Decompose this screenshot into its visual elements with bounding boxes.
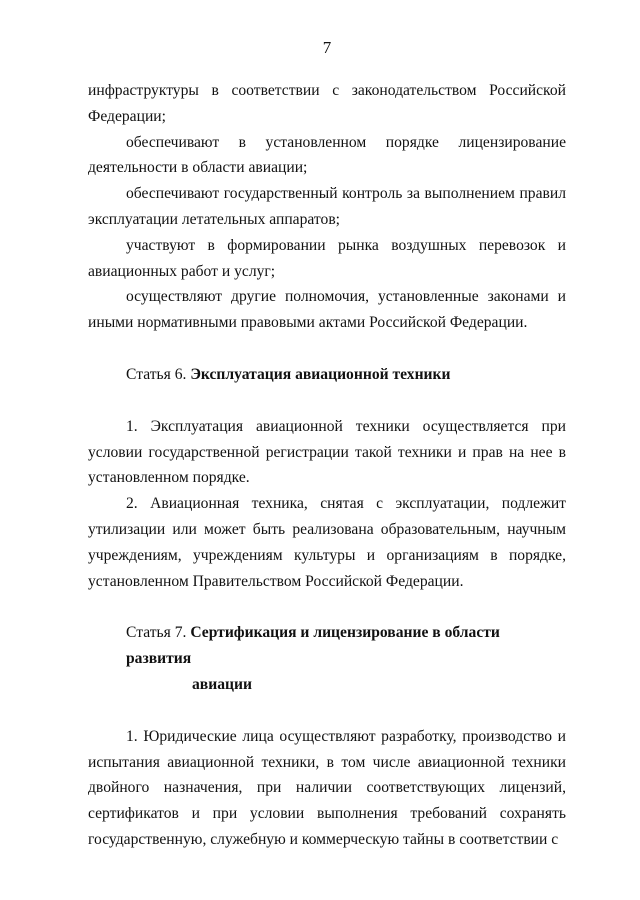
paragraph: обеспечивают государственный контроль за выполнением правил эксплуатации летательных аппаратов; bbox=[88, 185, 566, 228]
article-7-title-line-1: Сертификация и лицензирование в области развития bbox=[126, 624, 500, 668]
paragraph: участвуют в формировании рынка воздушных перевозок и авиационных работ и услуг; bbox=[88, 236, 566, 280]
paragraph: инфраструктуры в соответствии с законодательством Российской Федерации; bbox=[88, 82, 566, 125]
article-6-heading bbox=[88, 362, 566, 388]
article-7-paragraph-1: 1. Юридические лица осуществляют разработку, производство и испытания авиационной техники, в том числе авиационной техники двойного назначения, при наличии соответствующих лицензий, сертификатов и при условии выполнения требований сохранять государственную, служебную и коммерческую тайны в соответствии с bbox=[88, 727, 566, 848]
document-page bbox=[88, 0, 566, 900]
article-6-label: Статья 6. bbox=[126, 365, 187, 383]
article-7-heading bbox=[88, 620, 566, 697]
paragraph: осуществляют другие полномочия, установленные законами и иными нормативными правовыми актами Российской Федерации. bbox=[88, 288, 566, 332]
article-6-title: Эксплуатация авиационной техники bbox=[190, 365, 451, 383]
document-body bbox=[88, 78, 566, 853]
article-6-paragraph-2: 2. Авиационная техника, снятая с эксплуатации, подлежит утилизации или может быть реализована образовательным, научным учреждениям, учреждениям культуры и организациям в порядке, установленном Правительством Российской Федерации. bbox=[88, 495, 566, 590]
article-7-label: Статья 7. bbox=[126, 624, 187, 642]
page-number: 7 bbox=[322, 38, 332, 57]
article-6-paragraph-1: 1. Эксплуатация авиационной техники осуществляется при условии государственной регистрации такой техники и прав на нее в установленном порядке. bbox=[88, 417, 566, 487]
article-7-title-line-2: авиации bbox=[192, 675, 252, 693]
paragraph: обеспечивают в установленном порядке лицензирование деятельности в области авиации; bbox=[88, 133, 566, 177]
